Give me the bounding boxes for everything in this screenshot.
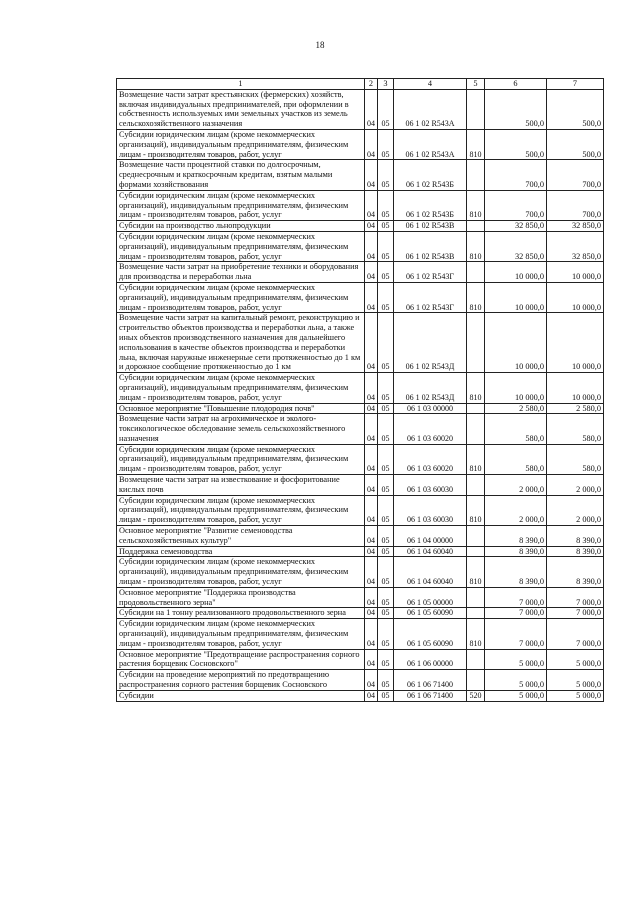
section-code-cell: 04 — [365, 557, 378, 587]
amount-cell-2024: 10 000,0 — [485, 373, 547, 403]
expense-name-cell: Возмещение части затрат на известкование и фосфоритование кислых почв — [117, 475, 365, 496]
amount-cell-2024: 500,0 — [485, 129, 547, 159]
amount-cell-2024: 700,0 — [485, 160, 547, 190]
table-row — [117, 690, 604, 701]
subsection-code-cell: 05 — [378, 587, 394, 608]
subsection-code-cell: 05 — [378, 89, 394, 129]
section-code-cell: 04 — [365, 231, 378, 261]
subsection-code-cell: 05 — [378, 649, 394, 670]
amount-cell-2024: 32 850,0 — [485, 221, 547, 232]
expense-name-cell: Поддержка семеноводства — [117, 546, 365, 557]
expense-type-cell — [467, 587, 485, 608]
subsection-code-cell: 05 — [378, 495, 394, 525]
section-code-cell: 04 — [365, 160, 378, 190]
amount-cell-2024: 500,0 — [485, 89, 547, 129]
amount-cell-2024: 7 000,0 — [485, 619, 547, 649]
expense-name-cell: Возмещение части затрат на приобретение техники и оборудования для производства и переработки льна — [117, 262, 365, 283]
table-row — [117, 403, 604, 414]
subsection-code-cell: 05 — [378, 546, 394, 557]
expense-name-cell: Субсидии на 1 тонну реализованного продовольственного зерна — [117, 608, 365, 619]
expense-name-cell: Субсидии — [117, 690, 365, 701]
target-article-cell: 06 1 02 R543Г — [394, 282, 467, 312]
amount-cell-2025: 8 390,0 — [547, 546, 604, 557]
section-code-cell: 04 — [365, 495, 378, 525]
amount-cell-2025: 10 000,0 — [547, 282, 604, 312]
section-code-cell: 04 — [365, 526, 378, 547]
table-row — [117, 526, 604, 547]
amount-cell-2024: 580,0 — [485, 414, 547, 444]
section-code-cell: 04 — [365, 403, 378, 414]
amount-cell-2024: 10 000,0 — [485, 313, 547, 373]
table-row — [117, 649, 604, 670]
section-code-cell: 04 — [365, 414, 378, 444]
expense-type-cell: 810 — [467, 282, 485, 312]
table-row — [117, 89, 604, 129]
section-code-cell: 04 — [365, 282, 378, 312]
expense-name-cell: Субсидии юридическим лицам (кроме некоммерческих организаций), индивидуальным предпринимателям, физическим лицам - производителям товаров, работ, услуг — [117, 282, 365, 312]
expense-name-cell: Возмещение части затрат на капитальный ремонт, реконструкцию и строительство объектов производства и переработки льна, а также иных объектов производственного назначения для дальнейшего использования в качестве объектов производства и переработки льна, включая наружные инженерные сети протяженностью до 1 км и дорожное сообщение протяженностью до 1 км — [117, 313, 365, 373]
target-article-cell: 06 1 03 00000 — [394, 403, 467, 414]
subsection-code-cell: 05 — [378, 475, 394, 496]
section-code-cell: 04 — [365, 129, 378, 159]
section-code-cell: 04 — [365, 89, 378, 129]
section-code-cell: 04 — [365, 649, 378, 670]
header-cell: 5 — [467, 79, 485, 90]
section-code-cell: 04 — [365, 262, 378, 283]
expense-type-cell — [467, 414, 485, 444]
page-number: 18 — [315, 40, 325, 50]
expense-name-cell: Субсидии юридическим лицам (кроме некоммерческих организаций), индивидуальным предпринимателям, физическим лицам - производителям товаров, работ, услуг — [117, 557, 365, 587]
header-cell: 3 — [378, 79, 394, 90]
amount-cell-2024: 580,0 — [485, 444, 547, 474]
subsection-code-cell: 05 — [378, 403, 394, 414]
section-code-cell: 04 — [365, 190, 378, 220]
expense-name-cell: Субсидии юридическим лицам (кроме некоммерческих организаций), индивидуальным предпринимателям, физическим лицам - производителям товаров, работ, услуг — [117, 373, 365, 403]
subsection-code-cell: 05 — [378, 557, 394, 587]
target-article-cell: 06 1 05 60090 — [394, 608, 467, 619]
target-article-cell: 06 1 02 R543Д — [394, 313, 467, 373]
amount-cell-2025: 700,0 — [547, 160, 604, 190]
expense-name-cell: Основное мероприятие "Повышение плодородия почв" — [117, 403, 365, 414]
subsection-code-cell: 05 — [378, 313, 394, 373]
expense-name-cell: Основное мероприятие "Предотвращение распространения сорного растения борщевик Сосновского" — [117, 649, 365, 670]
expense-type-cell — [467, 221, 485, 232]
table-row — [117, 160, 604, 190]
target-article-cell: 06 1 02 R543В — [394, 221, 467, 232]
expense-type-cell: 810 — [467, 373, 485, 403]
expense-type-cell — [467, 262, 485, 283]
target-article-cell: 06 1 06 71400 — [394, 670, 467, 691]
expense-name-cell: Основное мероприятие "Поддержка производства продовольственного зерна" — [117, 587, 365, 608]
header-cell: 2 — [365, 79, 378, 90]
header-cell: 1 — [117, 79, 365, 90]
section-code-cell: 04 — [365, 619, 378, 649]
amount-cell-2024: 7 000,0 — [485, 608, 547, 619]
amount-cell-2024: 10 000,0 — [485, 262, 547, 283]
amount-cell-2025: 700,0 — [547, 190, 604, 220]
expense-name-cell: Субсидии юридическим лицам (кроме некоммерческих организаций), индивидуальным предпринимателям, физическим лицам - производителям товаров, работ, услуг — [117, 129, 365, 159]
target-article-cell: 06 1 04 00000 — [394, 526, 467, 547]
subsection-code-cell: 05 — [378, 608, 394, 619]
amount-cell-2024: 2 580,0 — [485, 403, 547, 414]
amount-cell-2024: 5 000,0 — [485, 649, 547, 670]
table-row — [117, 475, 604, 496]
amount-cell-2025: 32 850,0 — [547, 231, 604, 261]
table-row — [117, 619, 604, 649]
table-row — [117, 373, 604, 403]
section-code-cell: 04 — [365, 221, 378, 232]
amount-cell-2025: 2 580,0 — [547, 403, 604, 414]
target-article-cell: 06 1 05 00000 — [394, 587, 467, 608]
amount-cell-2025: 10 000,0 — [547, 262, 604, 283]
expense-name-cell: Субсидии юридическим лицам (кроме некоммерческих организаций), индивидуальным предпринимателям, физическим лицам - производителям товаров, работ, услуг — [117, 619, 365, 649]
table-row — [117, 444, 604, 474]
expense-name-cell: Субсидии на проведение мероприятий по предотвращению распространения сорного растения борщевик Сосновского — [117, 670, 365, 691]
amount-cell-2025: 10 000,0 — [547, 373, 604, 403]
section-code-cell: 04 — [365, 373, 378, 403]
expense-type-cell — [467, 160, 485, 190]
subsection-code-cell: 05 — [378, 373, 394, 403]
target-article-cell: 06 1 03 60020 — [394, 444, 467, 474]
expense-type-cell: 810 — [467, 444, 485, 474]
table-row — [117, 282, 604, 312]
table-row — [117, 190, 604, 220]
amount-cell-2024: 700,0 — [485, 190, 547, 220]
target-article-cell: 06 1 06 00000 — [394, 649, 467, 670]
table-row — [117, 262, 604, 283]
amount-cell-2024: 8 390,0 — [485, 557, 547, 587]
amount-cell-2024: 5 000,0 — [485, 690, 547, 701]
amount-cell-2025: 2 000,0 — [547, 475, 604, 496]
expense-name-cell: Возмещение части затрат крестьянских (фермерских) хозяйств, включая индивидуальных предпринимателей, при оформлении в собственность используемых ими земельных участков из земель сельскохозяйственного назначения — [117, 89, 365, 129]
expense-type-cell — [467, 403, 485, 414]
amount-cell-2025: 10 000,0 — [547, 313, 604, 373]
table-row — [117, 313, 604, 373]
expense-name-cell: Субсидии на производство льнопродукции — [117, 221, 365, 232]
subsection-code-cell: 05 — [378, 444, 394, 474]
section-code-cell: 04 — [365, 608, 378, 619]
expense-name-cell: Возмещение части процентной ставки по долгосрочным, среднесрочным и краткосрочным кредитам, взятым малыми формами хозяйствования — [117, 160, 365, 190]
target-article-cell: 06 1 02 R543А — [394, 129, 467, 159]
subsection-code-cell: 05 — [378, 282, 394, 312]
amount-cell-2025: 7 000,0 — [547, 619, 604, 649]
amount-cell-2025: 5 000,0 — [547, 670, 604, 691]
expense-type-cell: 810 — [467, 129, 485, 159]
amount-cell-2024: 8 390,0 — [485, 546, 547, 557]
amount-cell-2024: 2 000,0 — [485, 475, 547, 496]
amount-cell-2025: 500,0 — [547, 89, 604, 129]
expense-type-cell — [467, 526, 485, 547]
subsection-code-cell: 05 — [378, 160, 394, 190]
amount-cell-2024: 7 000,0 — [485, 587, 547, 608]
amount-cell-2025: 8 390,0 — [547, 557, 604, 587]
table-body — [117, 79, 604, 702]
subsection-code-cell: 05 — [378, 690, 394, 701]
amount-cell-2024: 10 000,0 — [485, 282, 547, 312]
section-code-cell: 04 — [365, 546, 378, 557]
table-row — [117, 546, 604, 557]
section-code-cell: 04 — [365, 670, 378, 691]
header-row — [117, 79, 604, 90]
section-code-cell: 04 — [365, 690, 378, 701]
amount-cell-2025: 8 390,0 — [547, 526, 604, 547]
amount-cell-2024: 8 390,0 — [485, 526, 547, 547]
amount-cell-2025: 5 000,0 — [547, 690, 604, 701]
target-article-cell: 06 1 02 R543В — [394, 231, 467, 261]
target-article-cell: 06 1 02 R543Б — [394, 160, 467, 190]
table-row — [117, 129, 604, 159]
budget-table — [116, 78, 604, 702]
header-cell: 6 — [485, 79, 547, 90]
subsection-code-cell: 05 — [378, 414, 394, 444]
subsection-code-cell: 05 — [378, 262, 394, 283]
target-article-cell: 06 1 02 R543А — [394, 89, 467, 129]
amount-cell-2025: 2 000,0 — [547, 495, 604, 525]
target-article-cell: 06 1 03 60030 — [394, 475, 467, 496]
amount-cell-2025: 580,0 — [547, 414, 604, 444]
expense-type-cell — [467, 313, 485, 373]
expense-name-cell: Возмещение части затрат на агрохимическое и эколого-токсикологическое обследование земель сельскохозяйственного назначения — [117, 414, 365, 444]
subsection-code-cell: 05 — [378, 129, 394, 159]
amount-cell-2024: 5 000,0 — [485, 670, 547, 691]
expense-type-cell: 810 — [467, 557, 485, 587]
target-article-cell: 06 1 03 60020 — [394, 414, 467, 444]
subsection-code-cell: 05 — [378, 670, 394, 691]
table-row — [117, 221, 604, 232]
expense-type-cell — [467, 608, 485, 619]
target-article-cell: 06 1 06 71400 — [394, 690, 467, 701]
expense-type-cell: 810 — [467, 231, 485, 261]
expense-type-cell: 810 — [467, 619, 485, 649]
section-code-cell: 04 — [365, 587, 378, 608]
expense-type-cell — [467, 670, 485, 691]
header-cell: 7 — [547, 79, 604, 90]
target-article-cell: 06 1 02 R543Г — [394, 262, 467, 283]
subsection-code-cell: 05 — [378, 221, 394, 232]
target-article-cell: 06 1 02 R543Д — [394, 373, 467, 403]
amount-cell-2025: 580,0 — [547, 444, 604, 474]
amount-cell-2025: 7 000,0 — [547, 608, 604, 619]
table-row — [117, 231, 604, 261]
expense-name-cell: Субсидии юридическим лицам (кроме некоммерческих организаций), индивидуальным предпринимателям, физическим лицам - производителям товаров, работ, услуг — [117, 231, 365, 261]
table-row — [117, 495, 604, 525]
amount-cell-2025: 7 000,0 — [547, 587, 604, 608]
expense-type-cell — [467, 89, 485, 129]
expense-type-cell: 810 — [467, 495, 485, 525]
target-article-cell: 06 1 02 R543Б — [394, 190, 467, 220]
target-article-cell: 06 1 05 60090 — [394, 619, 467, 649]
expense-type-cell: 520 — [467, 690, 485, 701]
expense-type-cell — [467, 649, 485, 670]
table-row — [117, 670, 604, 691]
table-row — [117, 414, 604, 444]
amount-cell-2025: 5 000,0 — [547, 649, 604, 670]
amount-cell-2024: 2 000,0 — [485, 495, 547, 525]
expense-type-cell — [467, 475, 485, 496]
expense-type-cell — [467, 546, 485, 557]
subsection-code-cell: 05 — [378, 619, 394, 649]
section-code-cell: 04 — [365, 313, 378, 373]
target-article-cell: 06 1 04 60040 — [394, 557, 467, 587]
target-article-cell: 06 1 04 60040 — [394, 546, 467, 557]
subsection-code-cell: 05 — [378, 190, 394, 220]
subsection-code-cell: 05 — [378, 526, 394, 547]
expense-name-cell: Субсидии юридическим лицам (кроме некоммерческих организаций), индивидуальным предпринимателям, физическим лицам - производителям товаров, работ, услуг — [117, 495, 365, 525]
subsection-code-cell: 05 — [378, 231, 394, 261]
expense-name-cell: Основное мероприятие "Развитие семеноводства сельскохозяйственных культур" — [117, 526, 365, 547]
expense-name-cell: Субсидии юридическим лицам (кроме некоммерческих организаций), индивидуальным предпринимателям, физическим лицам - производителям товаров, работ, услуг — [117, 444, 365, 474]
section-code-cell: 04 — [365, 475, 378, 496]
header-cell: 4 — [394, 79, 467, 90]
expense-type-cell: 810 — [467, 190, 485, 220]
table-row — [117, 557, 604, 587]
amount-cell-2025: 500,0 — [547, 129, 604, 159]
target-article-cell: 06 1 03 60030 — [394, 495, 467, 525]
amount-cell-2025: 32 850,0 — [547, 221, 604, 232]
table-row — [117, 587, 604, 608]
section-code-cell: 04 — [365, 444, 378, 474]
expense-name-cell: Субсидии юридическим лицам (кроме некоммерческих организаций), индивидуальным предпринимателям, физическим лицам - производителям товаров, работ, услуг — [117, 190, 365, 220]
table-row — [117, 608, 604, 619]
amount-cell-2024: 32 850,0 — [485, 231, 547, 261]
